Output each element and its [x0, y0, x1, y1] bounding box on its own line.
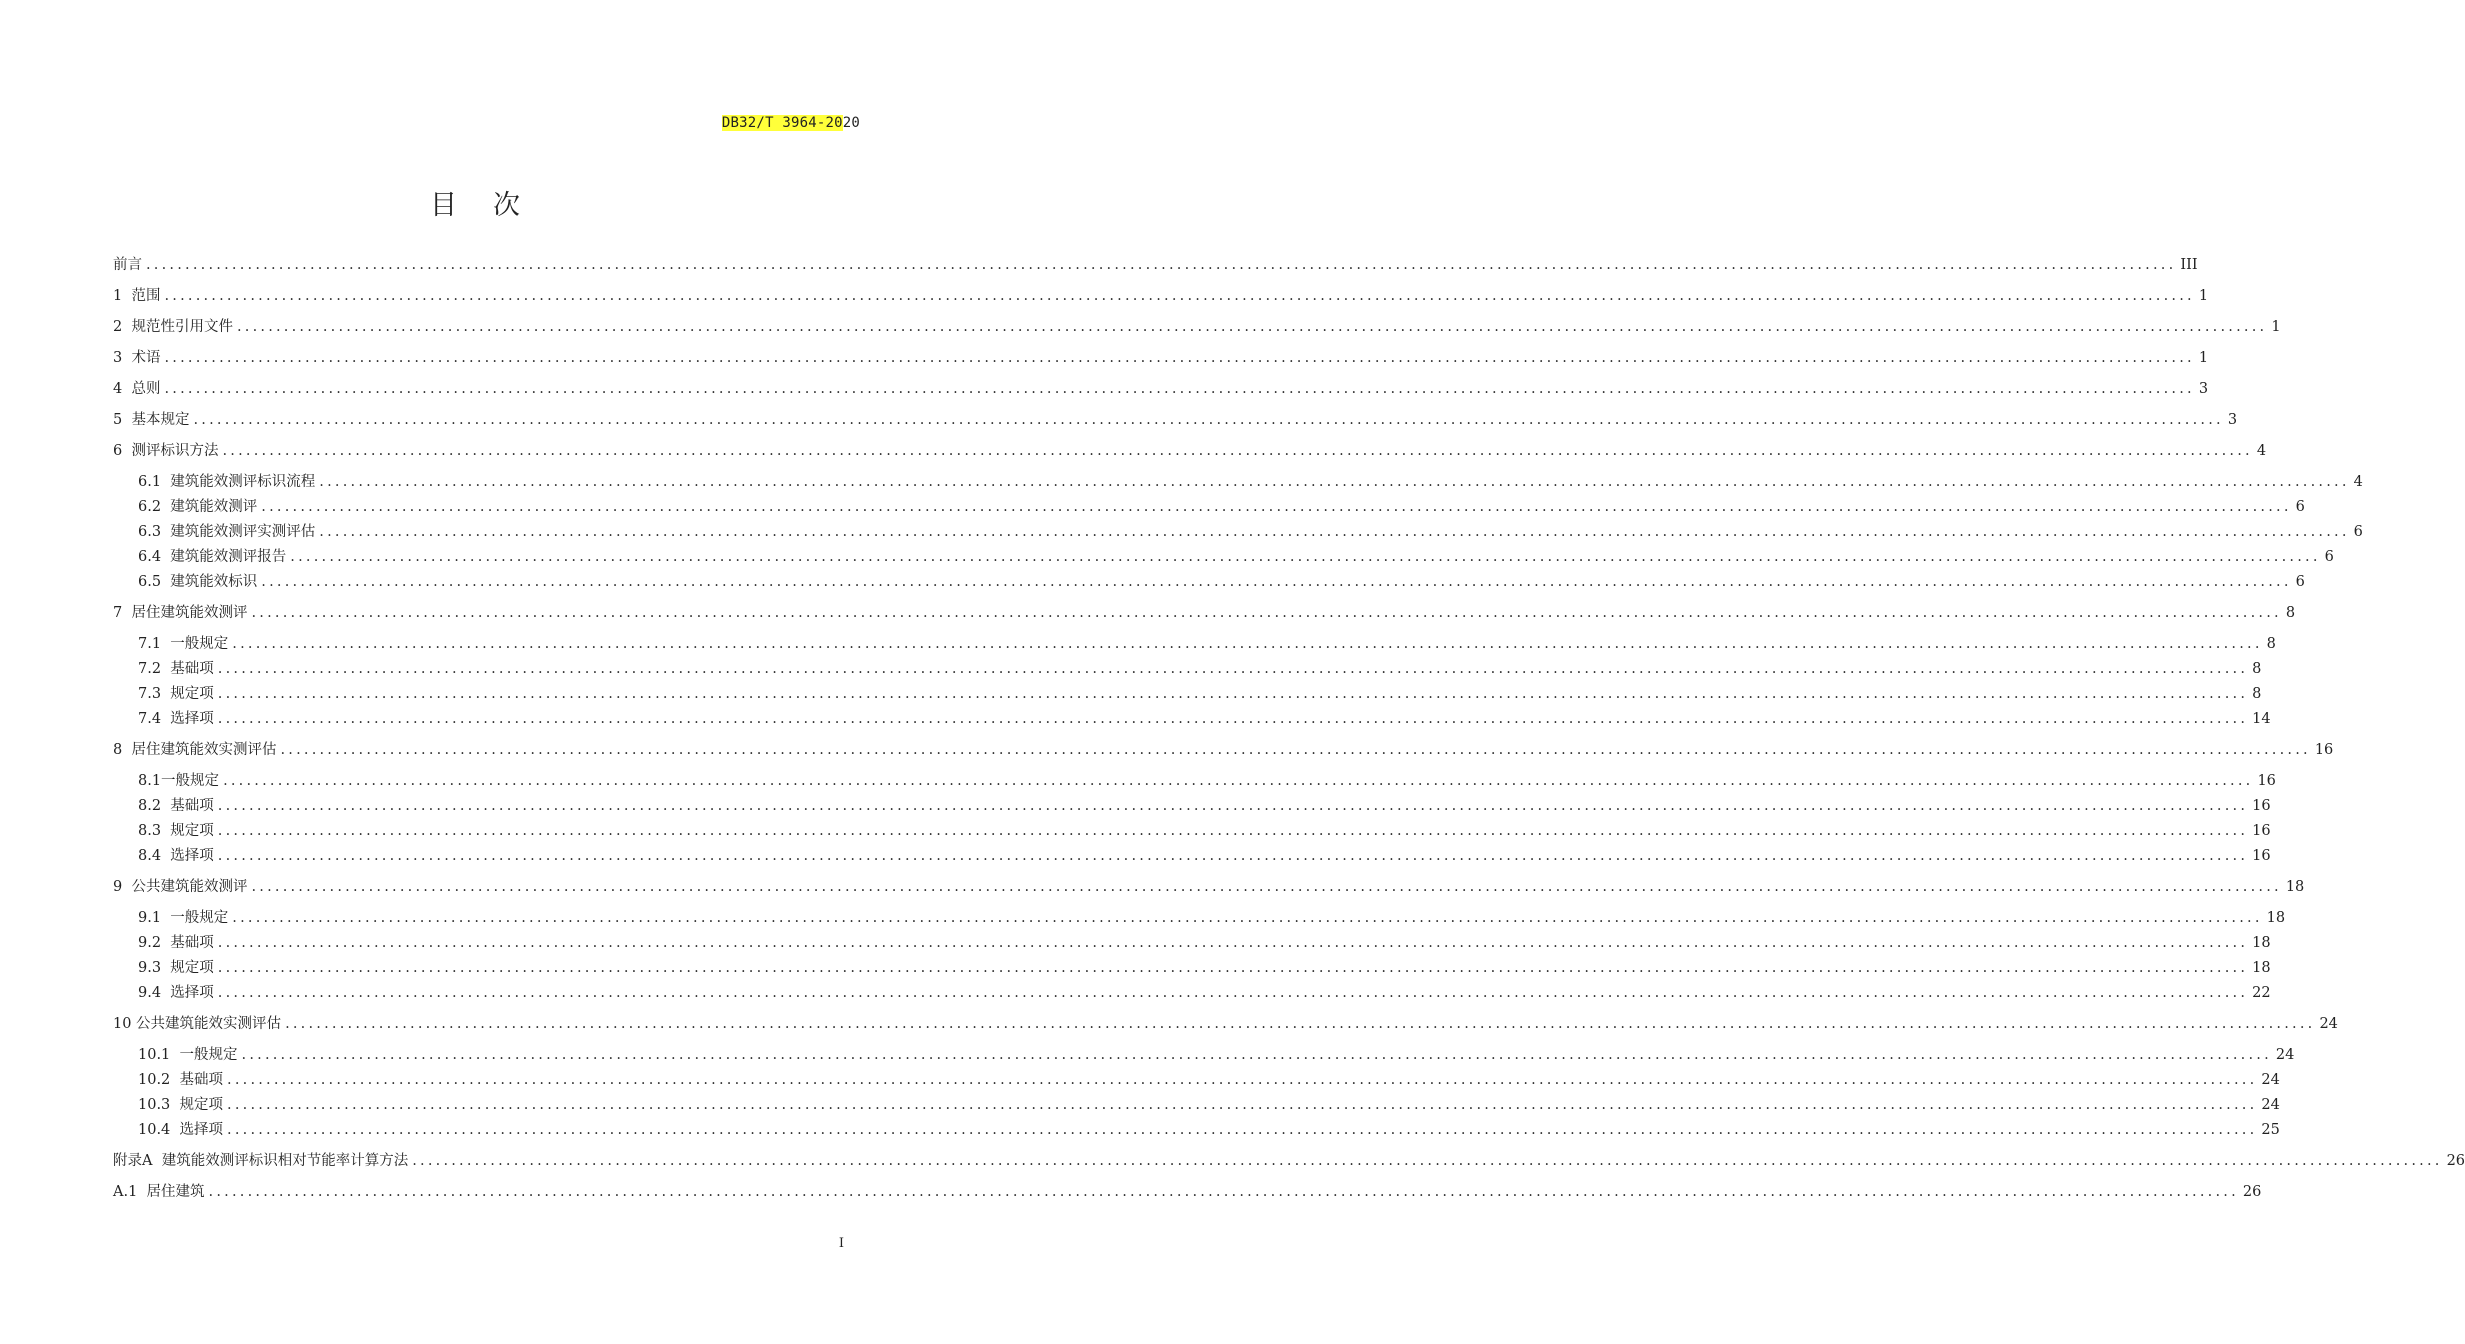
page-title: 目次	[430, 190, 556, 221]
toc-entry-page: 22	[2252, 985, 2271, 1001]
toc-entry-label: 3 术语	[113, 350, 161, 366]
toc-entry-page: 6	[2353, 524, 2363, 540]
toc-leader-dots: ....................................................................................................................................................................................................................................................................	[227, 1072, 2258, 1088]
toc-entry-label: 1 范围	[113, 288, 161, 304]
toc-entry[interactable]	[113, 1150, 2465, 1172]
toc-entry[interactable]	[113, 876, 2305, 898]
toc-entry[interactable]	[113, 409, 2238, 431]
toc-entry-label: 9.4 选择项	[138, 985, 214, 1001]
toc-leader-dots: ....................................................................................................................................................................................................................................................................	[217, 661, 2249, 677]
toc-entry-page: 16	[2314, 742, 2334, 758]
toc-entry-page: III	[2180, 257, 2198, 273]
toc-entry[interactable]	[138, 521, 2363, 543]
toc-entry-page: 14	[2252, 711, 2271, 727]
toc-leader-dots: ....................................................................................................................................................................................................................................................................	[217, 985, 2249, 1001]
toc-leader-dots: ....................................................................................................................................................................................................................................................................	[217, 711, 2249, 727]
toc-entry-page: 16	[2252, 798, 2271, 814]
page-number: I	[838, 1236, 844, 1251]
toc-leader-dots: ....................................................................................................................................................................................................................................................................	[217, 686, 2249, 702]
toc-entry[interactable]	[138, 683, 2262, 705]
toc-entry[interactable]	[138, 1044, 2295, 1066]
toc-entry-page: 4	[2256, 443, 2267, 459]
toc-leader-dots: ....................................................................................................................................................................................................................................................................	[208, 1184, 2239, 1200]
toc-leader-dots: ....................................................................................................................................................................................................................................................................	[227, 1122, 2258, 1138]
toc-entry[interactable]	[113, 285, 2209, 307]
toc-entry-label: 10.3 规定项	[138, 1097, 224, 1113]
toc-entry[interactable]	[138, 471, 2363, 493]
toc-entry-label: 4 总则	[113, 381, 161, 397]
document-code-rest: 20	[842, 115, 860, 131]
document-code-highlighted: DB32/T 3964-20	[721, 115, 843, 131]
toc-entry-page: 18	[2252, 960, 2271, 976]
toc-entry-label: 7.1 一般规定	[138, 636, 229, 652]
toc-entry[interactable]	[138, 708, 2271, 730]
toc-leader-dots: ....................................................................................................................................................................................................................................................................	[280, 742, 2311, 758]
toc-entry-label: 8 居住建筑能效实测评估	[113, 742, 277, 758]
toc-entry-label: 7.4 选择项	[138, 711, 214, 727]
toc-entry-label: 9 公共建筑能效测评	[113, 879, 248, 895]
toc-entry-page: 16	[2252, 823, 2271, 839]
toc-leader-dots: ....................................................................................................................................................................................................................................................................	[261, 499, 2292, 515]
toc-entry-label: 5 基本规定	[113, 412, 190, 428]
toc-entry-page: 8	[2266, 636, 2276, 652]
toc-entry[interactable]	[138, 1094, 2280, 1116]
toc-entry-page: 1	[2271, 319, 2281, 335]
toc-entry-page: 8	[2252, 661, 2262, 677]
toc-entry-page: 18	[2285, 879, 2305, 895]
toc-entry-page: 25	[2261, 1122, 2280, 1138]
toc-leader-dots: ....................................................................................................................................................................................................................................................................	[412, 1153, 2443, 1169]
toc-entry-page: 24	[2261, 1097, 2280, 1113]
toc-entry-label: 9.1 一般规定	[138, 910, 229, 926]
toc-entry-label: 8.4 选择项	[138, 848, 214, 864]
toc-leader-dots: ....................................................................................................................................................................................................................................................................	[319, 474, 2350, 490]
toc-entry[interactable]	[138, 546, 2334, 568]
toc-entry-label: 10.2 基础项	[138, 1072, 224, 1088]
toc-entry[interactable]	[138, 571, 2305, 593]
toc-entry-label: 6.2 建筑能效测评	[138, 499, 258, 515]
toc-entry[interactable]	[113, 378, 2209, 400]
toc-entry-label: 10 公共建筑能效实测评估	[113, 1016, 282, 1032]
toc-entry-label: 前言	[113, 257, 142, 273]
toc-entry-page: 1	[2198, 288, 2209, 304]
toc-leader-dots: ....................................................................................................................................................................................................................................................................	[217, 935, 2249, 951]
toc-entry[interactable]	[138, 1119, 2280, 1141]
toc-leader-dots: ....................................................................................................................................................................................................................................................................	[217, 848, 2249, 864]
toc-leader-dots: ....................................................................................................................................................................................................................................................................	[261, 574, 2292, 590]
toc-leader-dots: ....................................................................................................................................................................................................................................................................	[232, 910, 2263, 926]
toc-entry-page: 16	[2257, 773, 2276, 789]
toc-entry-label: 6.5 建筑能效标识	[138, 574, 258, 590]
toc-leader-dots: ....................................................................................................................................................................................................................................................................	[223, 773, 2254, 789]
toc-entry-label: 9.3 规定项	[138, 960, 214, 976]
toc-leader-dots: ....................................................................................................................................................................................................................................................................	[251, 605, 2282, 621]
toc-entry[interactable]	[138, 820, 2271, 842]
toc-leader-dots: ....................................................................................................................................................................................................................................................................	[232, 636, 2263, 652]
toc-entry-page: 18	[2252, 935, 2271, 951]
toc-leader-dots: ....................................................................................................................................................................................................................................................................	[217, 960, 2249, 976]
toc-leader-dots: ....................................................................................................................................................................................................................................................................	[164, 288, 2195, 304]
toc-entry[interactable]	[138, 658, 2262, 680]
toc-entry-label: 2 规范性引用文件	[113, 319, 233, 335]
toc-leader-dots: ....................................................................................................................................................................................................................................................................	[217, 798, 2249, 814]
toc-entry[interactable]	[138, 1069, 2280, 1091]
toc-leader-dots: ....................................................................................................................................................................................................................................................................	[285, 1016, 2316, 1032]
toc-leader-dots: ....................................................................................................................................................................................................................................................................	[164, 350, 2195, 366]
toc-entry-label: 7.3 规定项	[138, 686, 214, 702]
toc-entry-label: 8.2 基础项	[138, 798, 214, 814]
toc-entry-label: 6.4 建筑能效测评报告	[138, 549, 287, 565]
toc-entry[interactable]	[113, 1181, 2262, 1203]
toc-entry[interactable]	[138, 845, 2271, 867]
toc-entry-page: 18	[2266, 910, 2286, 926]
toc-entry-page: 26	[2242, 1184, 2262, 1200]
toc-entry[interactable]	[138, 633, 2276, 655]
toc-leader-dots: ....................................................................................................................................................................................................................................................................	[164, 381, 2195, 397]
toc-leader-dots: ....................................................................................................................................................................................................................................................................	[319, 524, 2350, 540]
toc-entry-label: 7.2 基础项	[138, 661, 214, 677]
toc-entry[interactable]	[138, 795, 2271, 817]
toc-entry-page: 3	[2227, 412, 2238, 428]
toc-entry-page: 16	[2252, 848, 2271, 864]
toc-entry-label: 6.3 建筑能效测评实测评估	[138, 524, 316, 540]
toc-entry[interactable]	[113, 440, 2267, 462]
toc-entry-page: 24	[2319, 1016, 2338, 1032]
toc-entry[interactable]	[138, 770, 2276, 792]
document-code	[722, 115, 860, 131]
toc-entry[interactable]	[138, 957, 2271, 979]
toc-entry-page: 24	[2275, 1047, 2295, 1063]
toc-entry-page: 8	[2252, 686, 2262, 702]
toc-leader-dots: ....................................................................................................................................................................................................................................................................	[222, 443, 2253, 459]
toc-entry-label: 10.1 一般规定	[138, 1047, 238, 1063]
toc-entry-label: 7 居住建筑能效测评	[113, 605, 248, 621]
toc-leader-dots: ....................................................................................................................................................................................................................................................................	[236, 319, 2268, 335]
toc-leader-dots: ....................................................................................................................................................................................................................................................................	[290, 549, 2321, 565]
toc-entry[interactable]	[138, 932, 2271, 954]
toc-entry-page: 6	[2324, 549, 2334, 565]
toc-leader-dots: ....................................................................................................................................................................................................................................................................	[251, 879, 2282, 895]
toc-leader-dots: ....................................................................................................................................................................................................................................................................	[241, 1047, 2272, 1063]
toc-entry[interactable]	[138, 907, 2286, 929]
toc-entry-page: 3	[2198, 381, 2209, 397]
toc-entry[interactable]	[113, 254, 2198, 276]
toc-entry[interactable]	[113, 739, 2334, 761]
toc-entry[interactable]	[113, 316, 2281, 338]
toc-entry-label: A.1 居住建筑	[113, 1184, 205, 1200]
toc-entry[interactable]	[113, 602, 2296, 624]
toc-entry-page: 4	[2353, 474, 2363, 490]
toc-entry-label: 10.4 选择项	[138, 1122, 224, 1138]
toc-entry-label: 附录A 建筑能效测评标识相对节能率计算方法	[113, 1153, 409, 1169]
toc-entry-page: 24	[2261, 1072, 2280, 1088]
toc-entry-label: 6.1 建筑能效测评标识流程	[138, 474, 316, 490]
toc-entry[interactable]	[138, 982, 2271, 1004]
toc-leader-dots: ....................................................................................................................................................................................................................................................................	[217, 823, 2249, 839]
toc-entry-page: 8	[2285, 605, 2296, 621]
toc-leader-dots: ....................................................................................................................................................................................................................................................................	[227, 1097, 2258, 1113]
toc-entry-page: 6	[2295, 499, 2305, 515]
toc-entry-label: 6 测评标识方法	[113, 443, 219, 459]
toc-entry[interactable]	[138, 496, 2305, 518]
toc-entry-page: 1	[2198, 350, 2209, 366]
toc-leader-dots: ....................................................................................................................................................................................................................................................................	[193, 412, 2224, 428]
toc-leader-dots: ....................................................................................................................................................................................................................................................................	[146, 257, 2177, 273]
toc-entry[interactable]	[113, 347, 2209, 369]
toc-entry[interactable]	[113, 1013, 2338, 1035]
toc-entry-label: 9.2 基础项	[138, 935, 214, 951]
toc-entry-page: 26	[2446, 1153, 2465, 1169]
toc-entry-label: 8.1一般规定	[138, 773, 220, 789]
toc-entry-label: 8.3 规定项	[138, 823, 214, 839]
toc-entry-page: 6	[2295, 574, 2305, 590]
